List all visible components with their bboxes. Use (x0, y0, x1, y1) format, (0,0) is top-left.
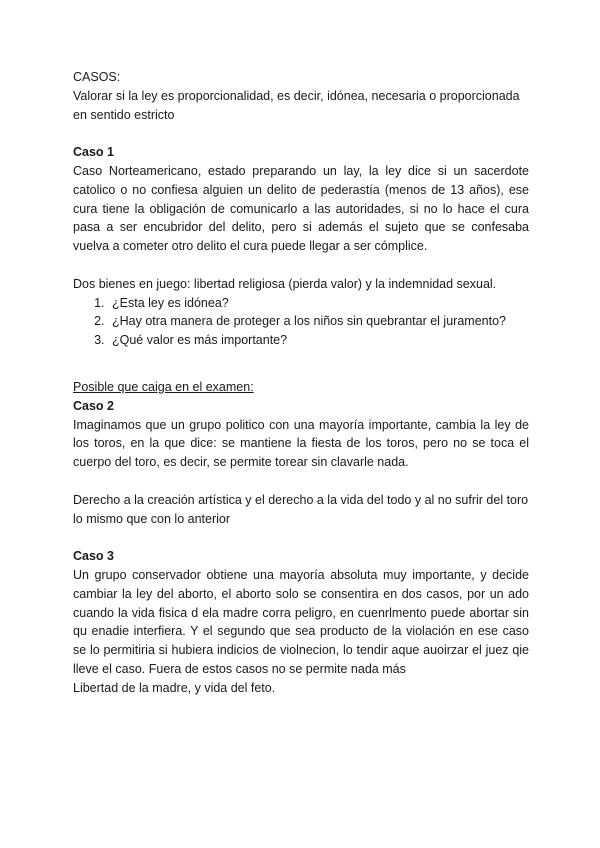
caso2-heading: Caso 2 (73, 398, 114, 413)
caso1-bienes: Dos bienes en juego: libertad religiosa (pierda valor) y la indemnidad sexual. (73, 276, 497, 291)
spacer (73, 350, 529, 378)
spacer (73, 256, 529, 275)
casos-title: CASOS: (73, 70, 121, 84)
list-item: 1. ¿Esta ley es idónea? (108, 294, 529, 313)
spacer (73, 472, 529, 491)
document-page (73, 68, 529, 698)
caso3-heading: Caso 3 (73, 549, 114, 564)
caso2-body: Imaginamos que un grupo politico con una mayoría importante, cambia la ley de los toros, en la que dice: se mantiene la fiesta de los toros, pero no se toca el cuerpo del toro, es decir, se permite torear sin clavarle nada. (73, 417, 529, 470)
casos-intro: Valorar si la ley es proporcionalidad, es decir, idónea, necesaria o proporcionada en sentido estricto (73, 88, 520, 122)
caso1-question-list (73, 294, 529, 350)
caso3-body: Un grupo conservador obtiene una mayoría absoluta muy importante, y decide cambiar la ley del aborto, el aborto solo se consentira en dos casos, por un ado cuando la vida fisica d ela madre corra peligro, en cuenrlmento puede abortar sin qu enadie interfiera. Y el segundo que sea producto de la violación en ese caso se lo permitiria si hubiera indicios de violnecion, lo tendir aque auoirzar el juez qie lleve el caso. Fuera de estos casos no se permite nada más (73, 567, 529, 676)
caso2-derecho: Derecho a la creación artística y el derecho a la vida del todo y al no sufrir del toro lo mismo que con lo anterior (73, 492, 529, 526)
list-item: 3. ¿Qué valor es más importante? (108, 331, 529, 350)
spacer (73, 528, 529, 547)
caso1-body: Caso Norteamericano, estado preparando un lay, la ley dice si un sacerdote catolico o no confiesa alguien un delito de pederastía (menos de 13 años), ese cura tiene la obligación de comunicarlo a las autoridades, si no lo hace el cura pasa a ser encubridor del delito, pero si además el sujeto que se confesaba vuelva a cometer otro delito el cura puede llegar a ser cómplice. (73, 163, 529, 254)
examen-note: Posible que caiga en el examen: (73, 379, 254, 394)
caso1-heading: Caso 1 (73, 145, 114, 160)
caso3-libertad: Libertad de la madre, y vida del feto. (73, 680, 276, 695)
list-item: 2. ¿Hay otra manera de proteger a los niños sin quebrantar el juramento? (108, 312, 529, 331)
spacer (73, 124, 529, 143)
